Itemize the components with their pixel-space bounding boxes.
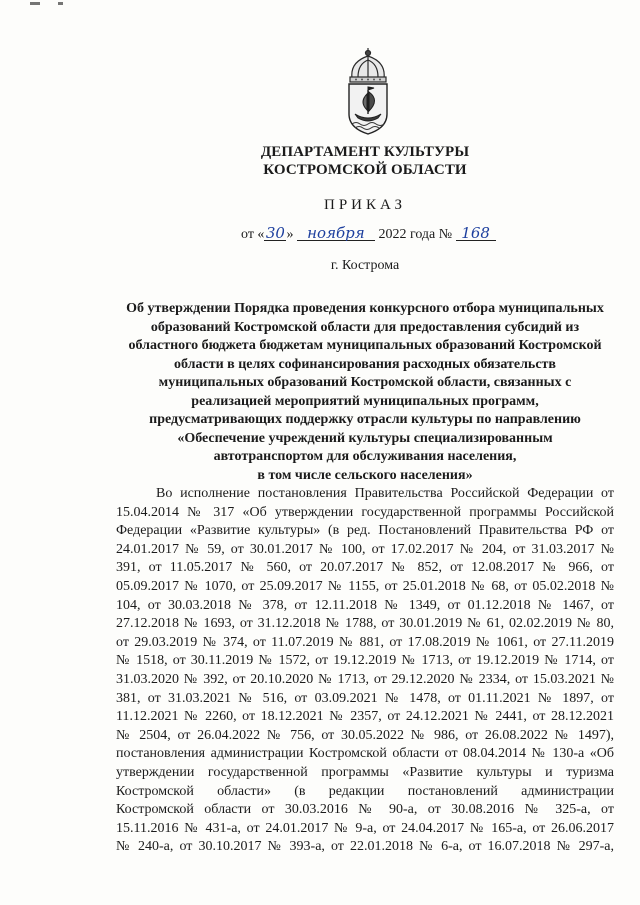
subject-line: образований Костромской области для предоставления субсидий из	[150, 319, 580, 335]
body-line: № 1518, от 30.11.2019 № 1572, от 19.12.2019 № 1713, от 19.12.2019 № 1714, от	[116, 653, 614, 669]
body-line: 391, от 11.05.2017 № 560, от 20.07.2017 № 852, от 12.08.2017 № 966, от	[116, 560, 614, 576]
date-mid: »	[286, 227, 294, 242]
body-line: Во исполнение постановления Правительства Российской Федерации от	[156, 486, 614, 501]
year-and-number-label: 2022 года №	[378, 227, 453, 242]
body-line: утверждении государственной программы «Развитие культуры и туризма	[116, 764, 614, 780]
order-subject	[110, 300, 620, 485]
department-name-line1: ДЕПАРТАМЕНТ КУЛЬТУРЫ	[260, 144, 470, 160]
body-line: 381, от 31.03.2021 № 516, от 03.09.2021 № 1478, от 01.11.2021 № 1897, от	[116, 690, 614, 706]
body-line: Федерации «Развитие культуры» (в ред. Постановлений Правительства РФ от	[116, 523, 614, 539]
body-line: 11.12.2021 № 2260, от 18.12.2021 № 2357, от 24.12.2021 № 2441, от 28.12.2021	[116, 709, 614, 725]
handwritten-day: 30	[265, 224, 285, 242]
body-line: 104, от 30.03.2018 № 378, от 12.11.2018 № 1349, от 01.12.2018 № 1467, от	[116, 597, 614, 613]
handwritten-order-number: 168	[456, 226, 496, 241]
body-line: 31.03.2020 № 392, от 20.10.2020 № 1713, от 29.12.2020 № 2334, от 15.03.2021 №	[116, 671, 614, 687]
body-line: 05.09.2017 № 1070, от 25.09.2017 № 1155, от 25.01.2018 № 68, от 05.02.2018 №	[116, 578, 614, 594]
subject-line: в том числе сельского населения»	[257, 467, 473, 483]
body-line: 15.04.2014 № 317 «Об утверждении государственной программы Российской	[116, 504, 614, 520]
order-body	[116, 485, 614, 857]
body-line: 15.11.2016 № 431-а, от 24.01.2017 № 9-а, от 24.04.2017 № 165-а, от 26.06.2017	[116, 820, 614, 836]
department-name-line2: КОСТРОМСКОЙ ОБЛАСТИ	[263, 162, 467, 178]
order-date-number	[241, 226, 496, 243]
subject-line: Об утверждении Порядка проведения конкурсного отбора муниципальных	[126, 301, 604, 316]
body-line: Костромской области» (в редакции постановлений администрации	[116, 783, 614, 799]
body-line: 27.12.2018 № 1693, от 31.12.2018 № 1788, от 30.01.2019 № 61, 02.02.2019 № 80,	[116, 616, 614, 632]
body-line: от 29.03.2019 № 374, от 11.07.2019 № 881, от 17.08.2019 № 1061, от 27.11.2019	[116, 634, 614, 650]
subject-line: области в целях софинансирования расходных обязательств	[174, 356, 556, 372]
subject-line: областного бюджета бюджетам муниципальных образований Костромской	[128, 338, 602, 353]
document-type: ПРИКАЗ	[324, 197, 406, 213]
city: г. Кострома	[330, 258, 400, 273]
body-line: Костромской области от 30.03.2016 № 90-а, от 30.08.2016 № 325-а, от	[116, 802, 614, 818]
body-line: постановления администрации Костромской области от 08.04.2014 № 130-а «Об	[116, 746, 614, 762]
body-line: № 240-а, от 30.10.2017 № 393-а, от 22.01.2018 № 6-а, от 16.07.2018 № 297-а,	[116, 839, 614, 855]
date-prefix: от «	[241, 227, 265, 242]
subject-line: муниципальных образований Костромской области, связанных с	[158, 375, 572, 390]
scan-artifact	[58, 2, 63, 5]
body-line: № 2504, от 26.04.2022 № 756, от 30.05.2022 № 986, от 26.08.2022 № 1497),	[116, 727, 614, 743]
handwritten-month: ноября	[297, 226, 375, 241]
coat-of-arms-icon	[336, 48, 400, 136]
scan-artifact	[30, 2, 40, 5]
body-line: 24.01.2017 № 59, от 30.01.2017 № 100, от 17.02.2017 № 204, от 31.03.2017 №	[116, 541, 614, 557]
subject-line: автотранспортом для обслуживания населения,	[213, 449, 517, 464]
subject-line: реализацией мероприятий муниципальных программ,	[191, 393, 539, 409]
subject-line: предусматривающих поддержку отрасли культуры по направлению	[149, 412, 581, 427]
subject-line: «Обеспечение учреждений культуры специализированным	[177, 430, 553, 446]
